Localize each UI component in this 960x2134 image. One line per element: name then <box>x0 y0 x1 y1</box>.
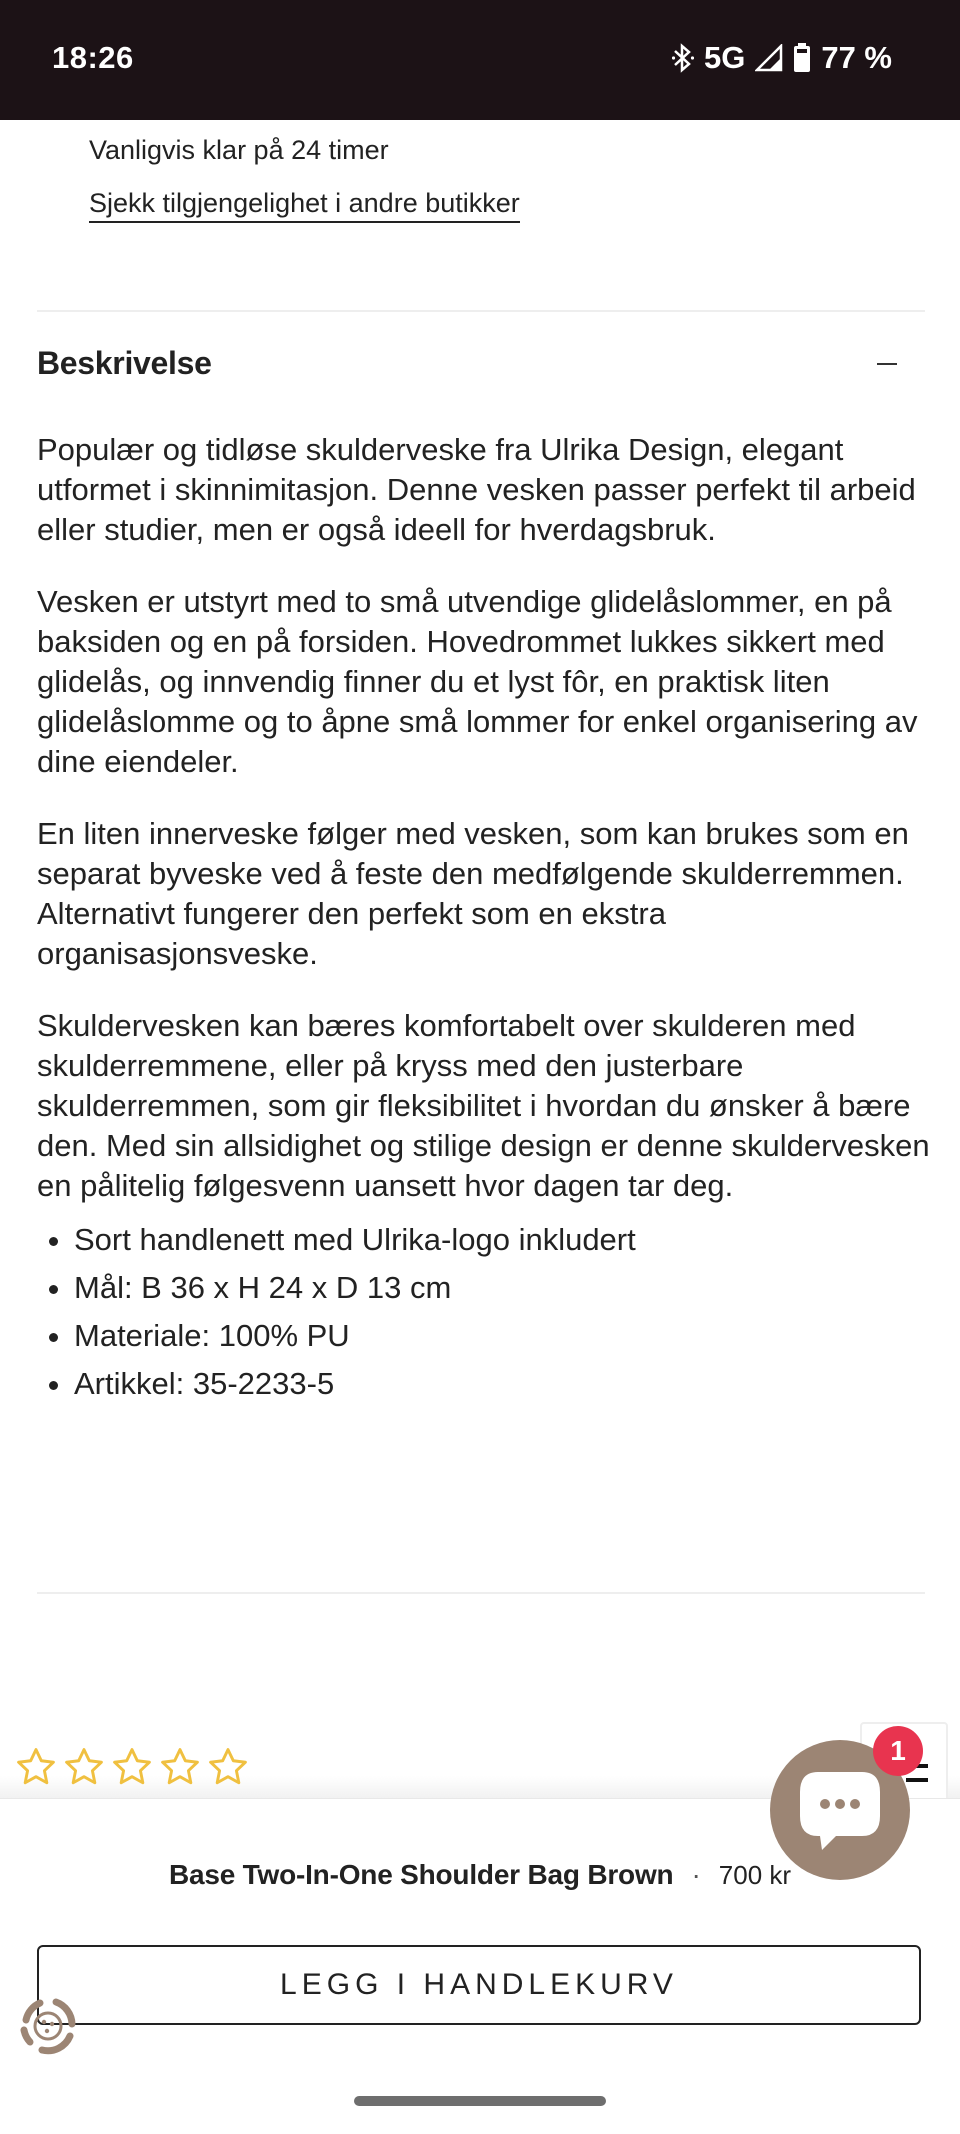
description-title: Beskrivelse <box>37 345 212 381</box>
star-icon <box>62 1745 106 1789</box>
star-rating[interactable] <box>14 1745 250 1789</box>
description-accordion-header[interactable] <box>37 345 925 405</box>
feature-item: • Sort handlenett med Ulrika-logo inkludert <box>74 1216 937 1264</box>
minus-icon[interactable] <box>877 363 897 365</box>
rewards-icon <box>12 1990 84 2062</box>
description-paragraph: Skuldervesken kan bæres komfortabelt over skulderen med skulderremmene, eller på kryss med den justerbare skulderremmen, som gir fleksibilitet i hvordan du ønsker å bære den. Med sin allsidighet og stilige design er denne skuldervesken en pålitelig følgesvenn uansett hvor dagen tar deg. <box>37 1008 930 1203</box>
separator: · <box>691 1859 701 1890</box>
feature-item: • Materiale: 100% PU <box>74 1312 937 1360</box>
status-bar <box>0 0 960 120</box>
star-icon <box>206 1745 250 1789</box>
status-icons <box>672 40 892 76</box>
pickup-note: Vanligvis klar på 24 timer <box>89 135 389 165</box>
store-availability-link[interactable]: Sjekk tilgjengelighet i andre butikker <box>89 188 520 223</box>
add-to-cart-button[interactable]: LEGG I HANDLEKURV <box>37 1945 921 2025</box>
network-type: 5G <box>703 40 746 75</box>
chat-notification-badge: 1 <box>873 1726 923 1776</box>
battery-percent: 77 % <box>821 40 892 75</box>
star-icon <box>158 1745 202 1789</box>
star-icon <box>110 1745 154 1789</box>
product-name: Base Two-In-One Shoulder Bag Brown <box>168 1859 674 1890</box>
battery-icon <box>793 43 811 73</box>
rewards-launcher-button[interactable] <box>12 1990 84 2062</box>
description-paragraph: Vesken er utstyrt med to små utvendige glidelåslommer, en på baksiden og en på forsiden. Hovedrommet lukkes sikkert med glidelås, og innvendig finner du et lyst fôr, en praktisk liten glidelåslomme og to åpne små lommer for enkel organisering av dine eiendeler. <box>37 584 918 779</box>
status-time: 18:26 <box>52 40 134 75</box>
bluetooth-icon <box>672 42 694 74</box>
star-icon <box>14 1745 58 1789</box>
product-price: 700 kr <box>718 1860 792 1890</box>
divider <box>37 1592 925 1594</box>
feature-list <box>37 1216 937 1408</box>
feature-item: • Mål: B 36 x H 24 x D 13 cm <box>74 1264 937 1312</box>
feature-item: • Artikkel: 35-2233-5 <box>74 1360 937 1408</box>
signal-icon <box>755 44 783 72</box>
description-paragraph: Populær og tidløse skulderveske fra Ulrika Design, elegant utformet i skinnimitasjon. Denne vesken passer perfekt til arbeid eller studier, men er også ideell for hverdagsbruk. <box>37 432 916 547</box>
description-paragraph: En liten innerveske følger med vesken, som kan brukes som en separat byveske ved å feste den medfølgende skulderremmen. Alternativt fungerer den perfekt som en ekstra organisasjonsveske. <box>37 816 909 971</box>
description-body <box>37 430 937 1408</box>
divider <box>37 310 925 312</box>
home-indicator[interactable] <box>354 2096 606 2106</box>
